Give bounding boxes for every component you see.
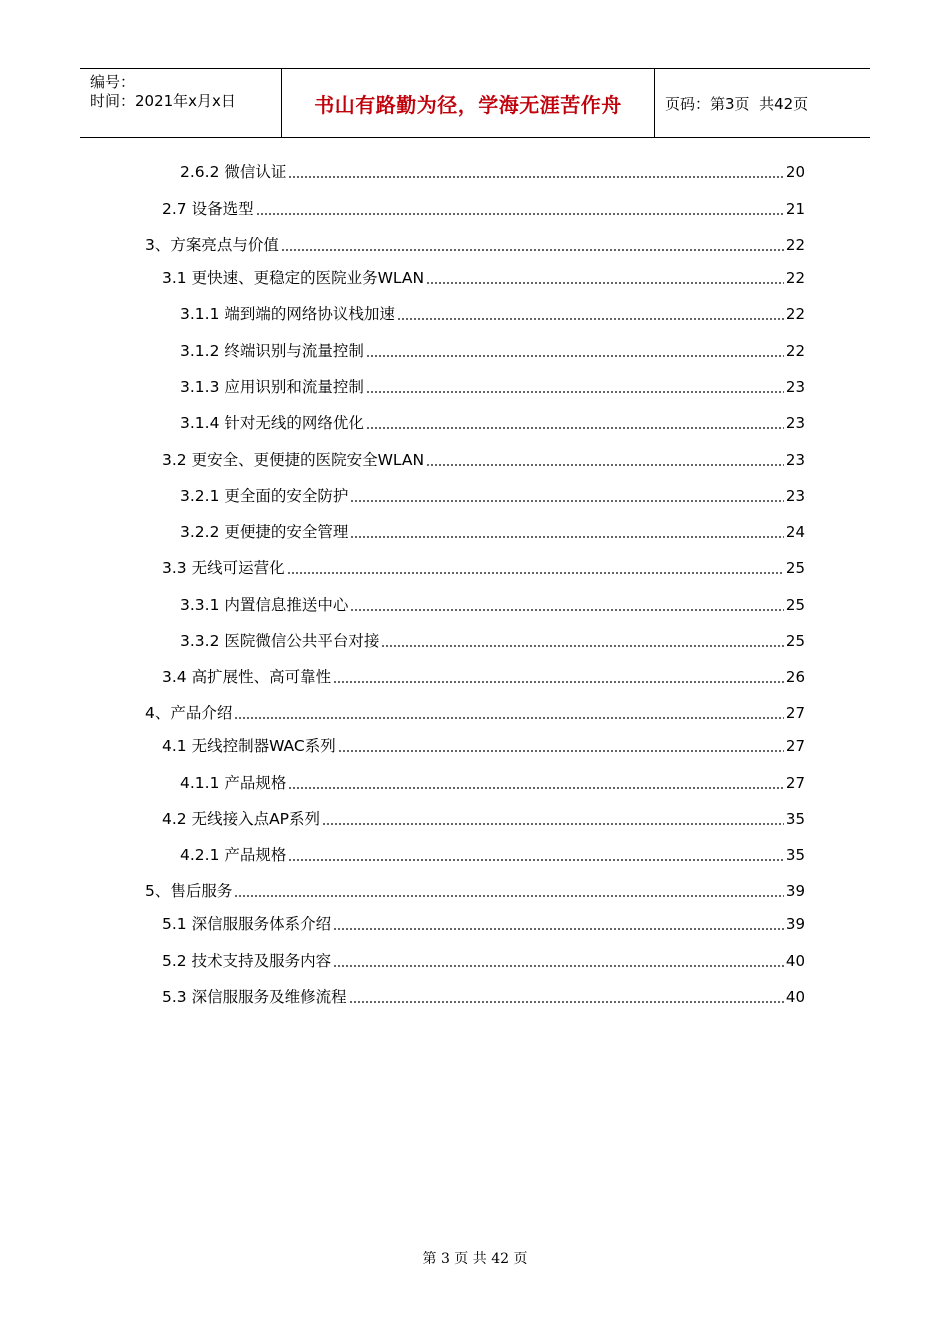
toc-entry-label: 3.3.1 内置信息推送中心: [180, 596, 349, 614]
toc-dot-leader: [333, 928, 784, 930]
toc-entry-page: 39: [785, 915, 805, 933]
toc-dot-leader: [366, 427, 784, 429]
header-page-info: 页码：第3页 共42页: [665, 94, 809, 113]
toc-entry-page: 23: [785, 487, 805, 505]
toc-dot-leader: [426, 464, 784, 466]
toc-entry-page: 23: [785, 414, 805, 432]
page-header: [80, 68, 870, 138]
toc-entry-page: 22: [785, 269, 805, 287]
toc-entry[interactable]: [162, 663, 805, 687]
document-number-label: 编号：: [90, 73, 136, 91]
toc-entry-page: 39: [785, 882, 805, 900]
header-motto: 书山有路勤为径，学海无涯苦作舟: [282, 69, 655, 137]
toc-dot-leader: [333, 681, 784, 683]
toc-dot-leader: [397, 318, 784, 320]
toc-entry[interactable]: [180, 627, 805, 651]
toc-entry-page: 27: [785, 704, 805, 722]
toc-entry[interactable]: [162, 732, 805, 756]
toc-dot-leader: [338, 750, 784, 752]
toc-entry-page: 22: [785, 236, 805, 254]
toc-entry-page: 23: [785, 451, 805, 469]
toc-entry-label: 3.2.1 更全面的安全防护: [180, 487, 349, 505]
toc-entry-label: 3.2 更安全、更便捷的医院安全WLAN: [162, 451, 425, 469]
toc-entry-label: 5.1 深信服服务体系介绍: [162, 915, 332, 933]
toc-entry[interactable]: [180, 409, 805, 433]
toc-dot-leader: [256, 213, 784, 215]
toc-entry-label: 3.4 高扩展性、高可靠性: [162, 668, 332, 686]
toc-entry-label: 2.6.2 微信认证: [180, 163, 287, 181]
document-date: 时间：2021年x月x日: [90, 92, 236, 110]
toc-entry-label: 4.2 无线接入点AP系列: [162, 810, 321, 828]
toc-entry-label: 2.7 设备选型: [162, 200, 254, 218]
toc-entry-page: 25: [785, 632, 805, 650]
toc-entry[interactable]: [180, 373, 805, 397]
toc-dot-leader: [381, 645, 784, 647]
toc-entry-label: 3、方案亮点与价值: [145, 236, 279, 254]
toc-entry[interactable]: [162, 983, 805, 1007]
toc-dot-leader: [281, 249, 784, 251]
toc-entry[interactable]: [180, 769, 805, 793]
toc-entry-page: 40: [785, 952, 805, 970]
toc-entry[interactable]: [145, 877, 805, 901]
toc-dot-leader: [234, 717, 784, 719]
toc-entry[interactable]: [162, 947, 805, 971]
toc-dot-leader: [366, 391, 784, 393]
toc-entry-page: 26: [785, 668, 805, 686]
toc-entry[interactable]: [162, 446, 805, 470]
toc-dot-leader: [287, 572, 784, 574]
toc-dot-leader: [349, 1001, 784, 1003]
toc-entry-label: 4.1.1 产品规格: [180, 774, 287, 792]
toc-entry-page: 25: [785, 596, 805, 614]
header-meta: [80, 69, 282, 137]
toc-dot-leader: [350, 609, 784, 611]
toc-dot-leader: [288, 176, 784, 178]
toc-dot-leader: [322, 823, 784, 825]
toc-entry-label: 4、产品介绍: [145, 704, 233, 722]
toc-entry[interactable]: [180, 158, 805, 182]
toc-entry-page: 21: [785, 200, 805, 218]
toc-dot-leader: [234, 895, 784, 897]
toc-entry-label: 3.3.2 医院微信公共平台对接: [180, 632, 380, 650]
toc-entry-label: 3.1 更快速、更稳定的医院业务WLAN: [162, 269, 425, 287]
toc-entry-page: 27: [785, 737, 805, 755]
toc-entry-label: 5、售后服务: [145, 882, 233, 900]
toc-entry-label: 4.2.1 产品规格: [180, 846, 287, 864]
toc-entry-label: 3.1.1 端到端的网络协议栈加速: [180, 305, 395, 323]
toc-dot-leader: [426, 282, 784, 284]
toc-entry[interactable]: [180, 841, 805, 865]
toc-entry-label: 3.1.2 终端识别与流量控制: [180, 342, 364, 360]
toc-entry-label: 3.3 无线可运营化: [162, 559, 285, 577]
toc-entry-label: 3.1.4 针对无线的网络优化: [180, 414, 364, 432]
toc-entry-page: 27: [785, 774, 805, 792]
toc-entry[interactable]: [145, 699, 805, 723]
toc-entry[interactable]: [162, 910, 805, 934]
toc-entry-page: 35: [785, 846, 805, 864]
toc-entry[interactable]: [180, 591, 805, 615]
toc-entry-page: 20: [785, 163, 805, 181]
toc-entry-page: 22: [785, 305, 805, 323]
toc-dot-leader: [333, 965, 784, 967]
toc-entry-label: 5.2 技术支持及服务内容: [162, 952, 332, 970]
toc-entry-page: 23: [785, 378, 805, 396]
toc-entry-page: 24: [785, 523, 805, 541]
toc-entry[interactable]: [162, 195, 805, 219]
toc-dot-leader: [350, 536, 784, 538]
toc-entry[interactable]: [180, 337, 805, 361]
toc-entry-page: 25: [785, 559, 805, 577]
toc-entry-page: 35: [785, 810, 805, 828]
toc-entry[interactable]: [180, 300, 805, 324]
toc-entry[interactable]: [145, 231, 805, 255]
toc-entry-label: 4.1 无线控制器WAC系列: [162, 737, 336, 755]
toc-dot-leader: [350, 500, 784, 502]
page-footer: 第 3 页 共 42 页: [422, 1251, 528, 1267]
toc-entry-label: 3.2.2 更便捷的安全管理: [180, 523, 349, 541]
toc-entry[interactable]: [180, 518, 805, 542]
toc-entry[interactable]: [162, 805, 805, 829]
toc-dot-leader: [366, 355, 784, 357]
toc-dot-leader: [288, 787, 784, 789]
toc-entry-label: 3.1.3 应用识别和流量控制: [180, 378, 364, 396]
toc-entry-page: 22: [785, 342, 805, 360]
toc-entry[interactable]: [162, 554, 805, 578]
toc-entry[interactable]: [180, 482, 805, 506]
toc-entry[interactable]: [162, 264, 805, 288]
toc-entry-label: 5.3 深信服服务及维修流程: [162, 988, 347, 1006]
toc-dot-leader: [288, 859, 784, 861]
toc-entry-page: 40: [785, 988, 805, 1006]
